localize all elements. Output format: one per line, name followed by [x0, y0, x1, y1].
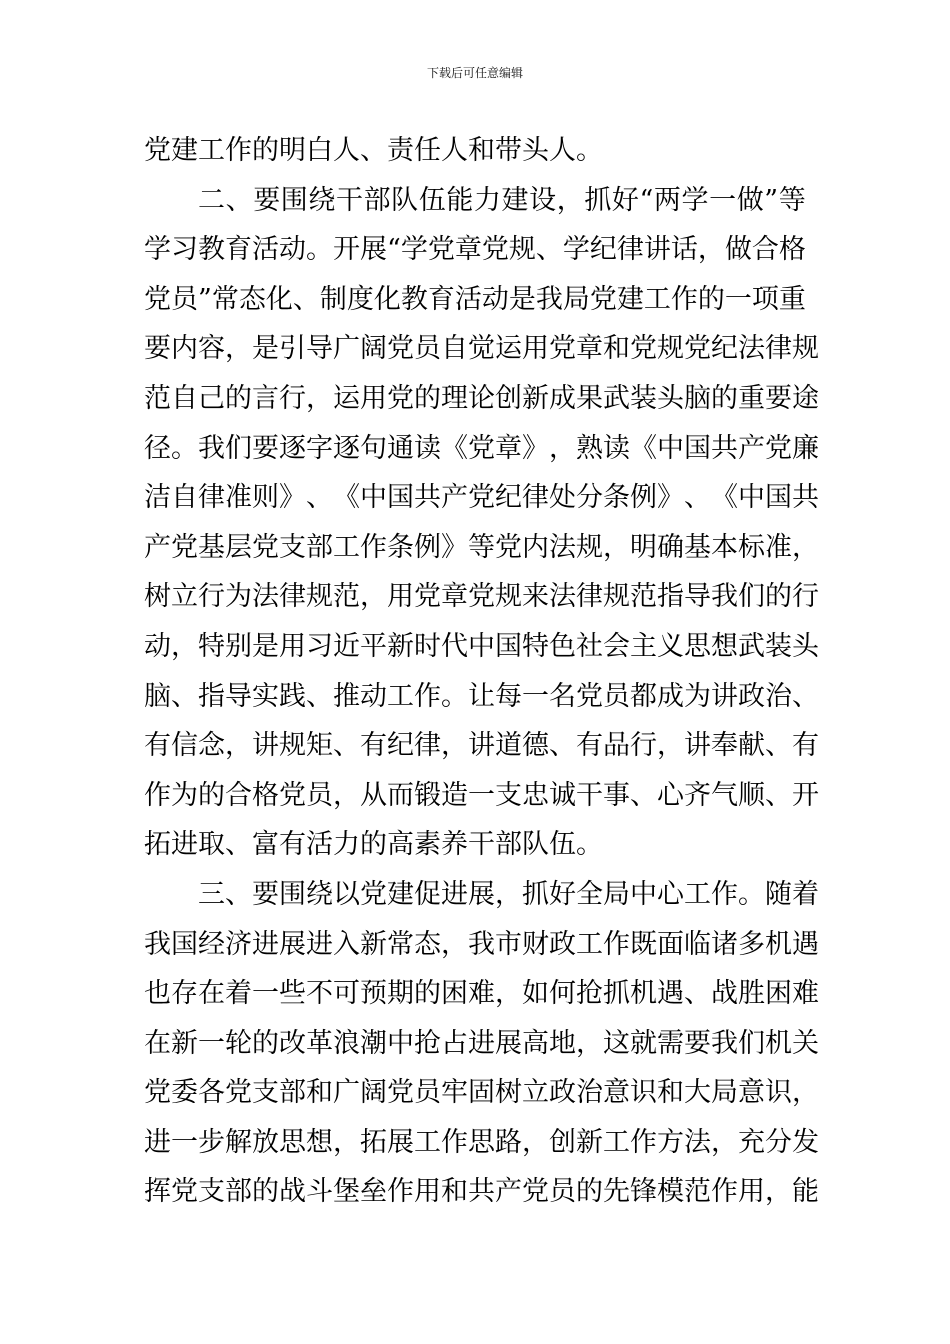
text-line: 三 、 要 围 绕 以 党 建 促 进 展 ， 抓 好 全 局 中 心 工 作 。 随 着 — [198, 878, 819, 910]
text-line: 要 内 容 ， 是 引 导 广 阔 党 员 自 觉 运 用 党 章 和 党 规 党 纪 法 律 规 — [144, 333, 819, 365]
text-line: 洁 自 律 准 则 》 、 《 中 国 共 产 党 纪 律 处 分 条 例 》 、 《 中 国 共 — [144, 482, 819, 514]
text-line: 产 党 基 层 党 支 部 工 作 条 例 》 等 党 内 法 规 ， 明 确 基 本 标 准 ， — [144, 531, 819, 563]
text-line: 在 新 一 轮 的 改 革 浪 潮 中 抢 占 进 展 高 地 ， 这 就 需 要 我 们 机 关 — [144, 1027, 819, 1059]
text-line: 作 为 的 合 格 党 员 ， 从 而 锻 造 一 支 忠 诚 干 事 、 心 齐 气 顺 、 开 — [144, 779, 819, 811]
text-line: 党建工作的明白人、责任人和带头人。 — [144, 135, 603, 166]
text-line: 我 国 经 济 进 展 进 入 新 常 态 ， 我 市 财 政 工 作 既 面 临 诸 多 机 遇 — [144, 928, 819, 960]
document-body — [144, 126, 819, 1217]
text-line: 范 自 己 的 言 行 ， 运 用 党 的 理 论 创 新 成 果 武 装 头 脑 的 重 要 途 — [144, 382, 819, 414]
text-line: 也 存 在 着 一 些 不 可 预 期 的 困 难 ， 如 何 抢 抓 机 遇 、 战 胜 困 难 — [144, 978, 819, 1010]
text-line: 党 员 ” 常 态 化 、 制 度 化 教 育 活 动 是 我 局 党 建 工 作 的 一 项 重 — [144, 283, 806, 315]
text-line: 学 习 教 育 活 动 。 开 展 “ 学 党 章 党 规 、 学 纪 律 讲 话 ， 做 合 格 — [144, 234, 806, 266]
text-line: 脑 、 指 导 实 践 、 推 动 工 作 。 让 每 一 名 党 员 都 成 为 讲 政 治 、 — [144, 680, 819, 712]
text-line: 挥 党 支 部 的 战 斗 堡 垒 作 用 和 共 产 党 员 的 先 锋 模 范 作 用 ， 能 — [144, 1176, 819, 1208]
text-line: 径 。 我 们 要 逐 字 逐 句 通 读 《 党 章 》 ， 熟 读 《 中 国 共 产 党 廉 — [144, 432, 819, 464]
text-line: 党 委 各 党 支 部 和 广 阔 党 员 牢 固 树 立 政 治 意 识 和 大 局 意 识 ， — [144, 1077, 819, 1109]
text-line: 二 、 要 围 绕 干 部 队 伍 能 力 建 设 ， 抓 好 “ 两 学 一 做 ” 等 — [198, 184, 806, 216]
text-line: 动 ， 特 别 是 用 习 近 平 新 时 代 中 国 特 色 社 会 主 义 思 想 武 装 头 — [144, 630, 819, 662]
text-line: 进 一 步 解 放 思 想 ， 拓 展 工 作 思 路 ， 创 新 工 作 方 法 ， 充 分 发 — [144, 1126, 819, 1158]
page-header: 下载后可任意编辑 — [426, 66, 523, 80]
text-line: 树 立 行 为 法 律 规 范 ， 用 党 章 党 规 来 法 律 规 范 指 导 我 们 的 行 — [144, 581, 819, 613]
text-line: 有 信 念 ， 讲 规 矩 、 有 纪 律 ， 讲 道 德 、 有 品 行 ， 讲 奉 献 、 有 — [144, 730, 819, 762]
text-line: 拓进取、富有活力的高素养干部队伍。 — [144, 829, 603, 861]
